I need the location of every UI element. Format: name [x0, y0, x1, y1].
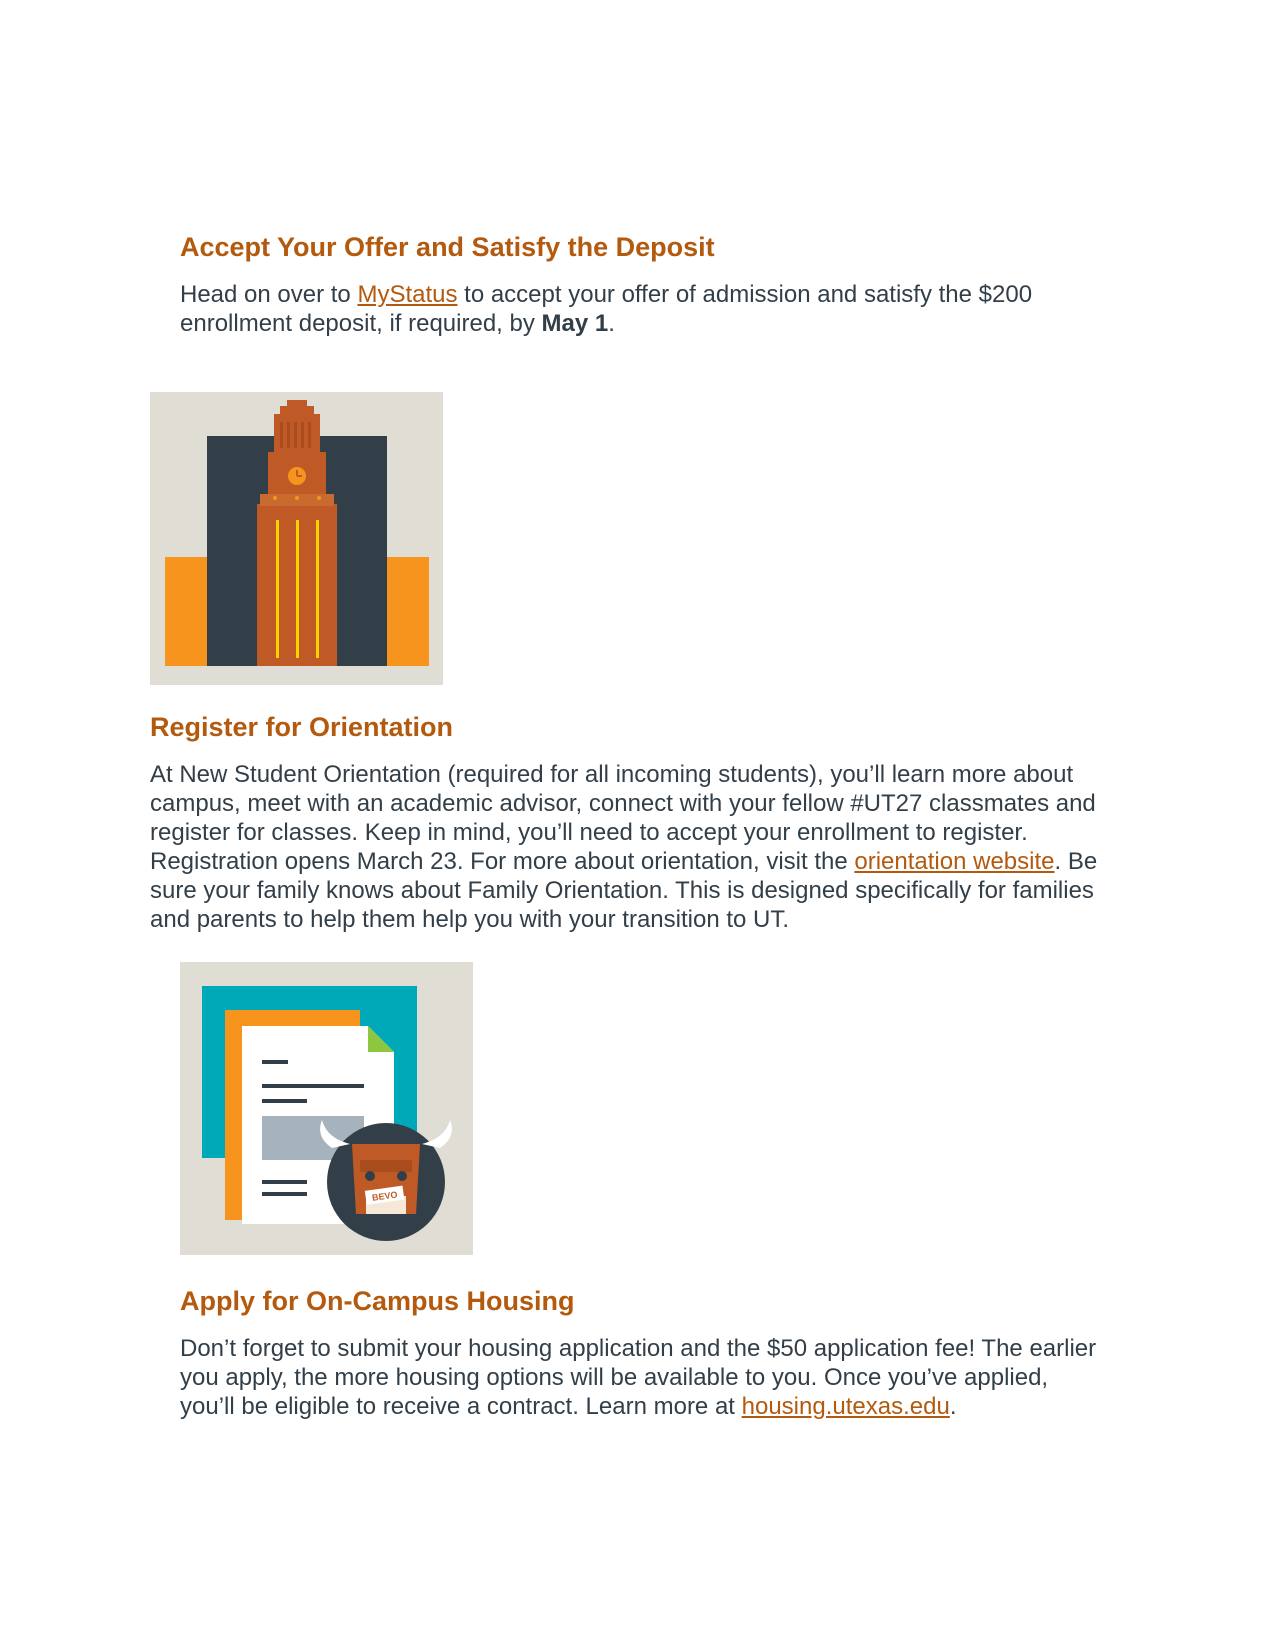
mystatus-link[interactable]: MyStatus: [357, 281, 458, 308]
orientation-website-link[interactable]: orientation website: [854, 848, 1055, 875]
text-segment: At New Student Orientation (required for all incoming students), you’ll learn more about campus, meet with an academic advisor, connect with your fellow #UT27 classmates and register for classes. Keep in mind, you’ll need to accept your enrollment to register. Registration opens March 23. For more about orientation, visit the: [150, 761, 1096, 875]
housing-website-link[interactable]: housing.utexas.edu: [741, 1393, 950, 1420]
text-segment: .: [608, 310, 615, 337]
paragraph-housing: [180, 1334, 1100, 1421]
text-segment: to accept your offer of admission and satisfy the $200 enrollment deposit, if required, by: [180, 281, 1033, 337]
heading-orientation: Register for Orientation: [150, 712, 454, 742]
paragraph-accept-offer: [180, 280, 1080, 338]
text-segment: . Be sure your family knows about Family Orientation. This is designed specifically for families and parents to help them help you with your transition to UT.: [150, 848, 1098, 933]
ut-tower-icon: [150, 392, 443, 685]
bevo-badge-text: BEVO: [371, 1189, 399, 1203]
paragraph-orientation: [150, 760, 1115, 934]
text-segment: Don’t forget to submit your housing application and the $50 application fee! The earlier you apply, the more housing options will be available to you. Once you’ve applied, you’ll be eligible to receive a contract. Learn more at: [180, 1335, 1097, 1420]
text-segment: Head on over to: [180, 281, 358, 308]
heading-housing: Apply for On-Campus Housing: [180, 1286, 575, 1316]
deadline-date: May 1: [541, 310, 609, 337]
heading-accept-offer: Accept Your Offer and Satisfy the Deposit: [180, 232, 715, 262]
documents-with-bevo-icon: [180, 962, 473, 1255]
text-segment: .: [949, 1393, 957, 1420]
